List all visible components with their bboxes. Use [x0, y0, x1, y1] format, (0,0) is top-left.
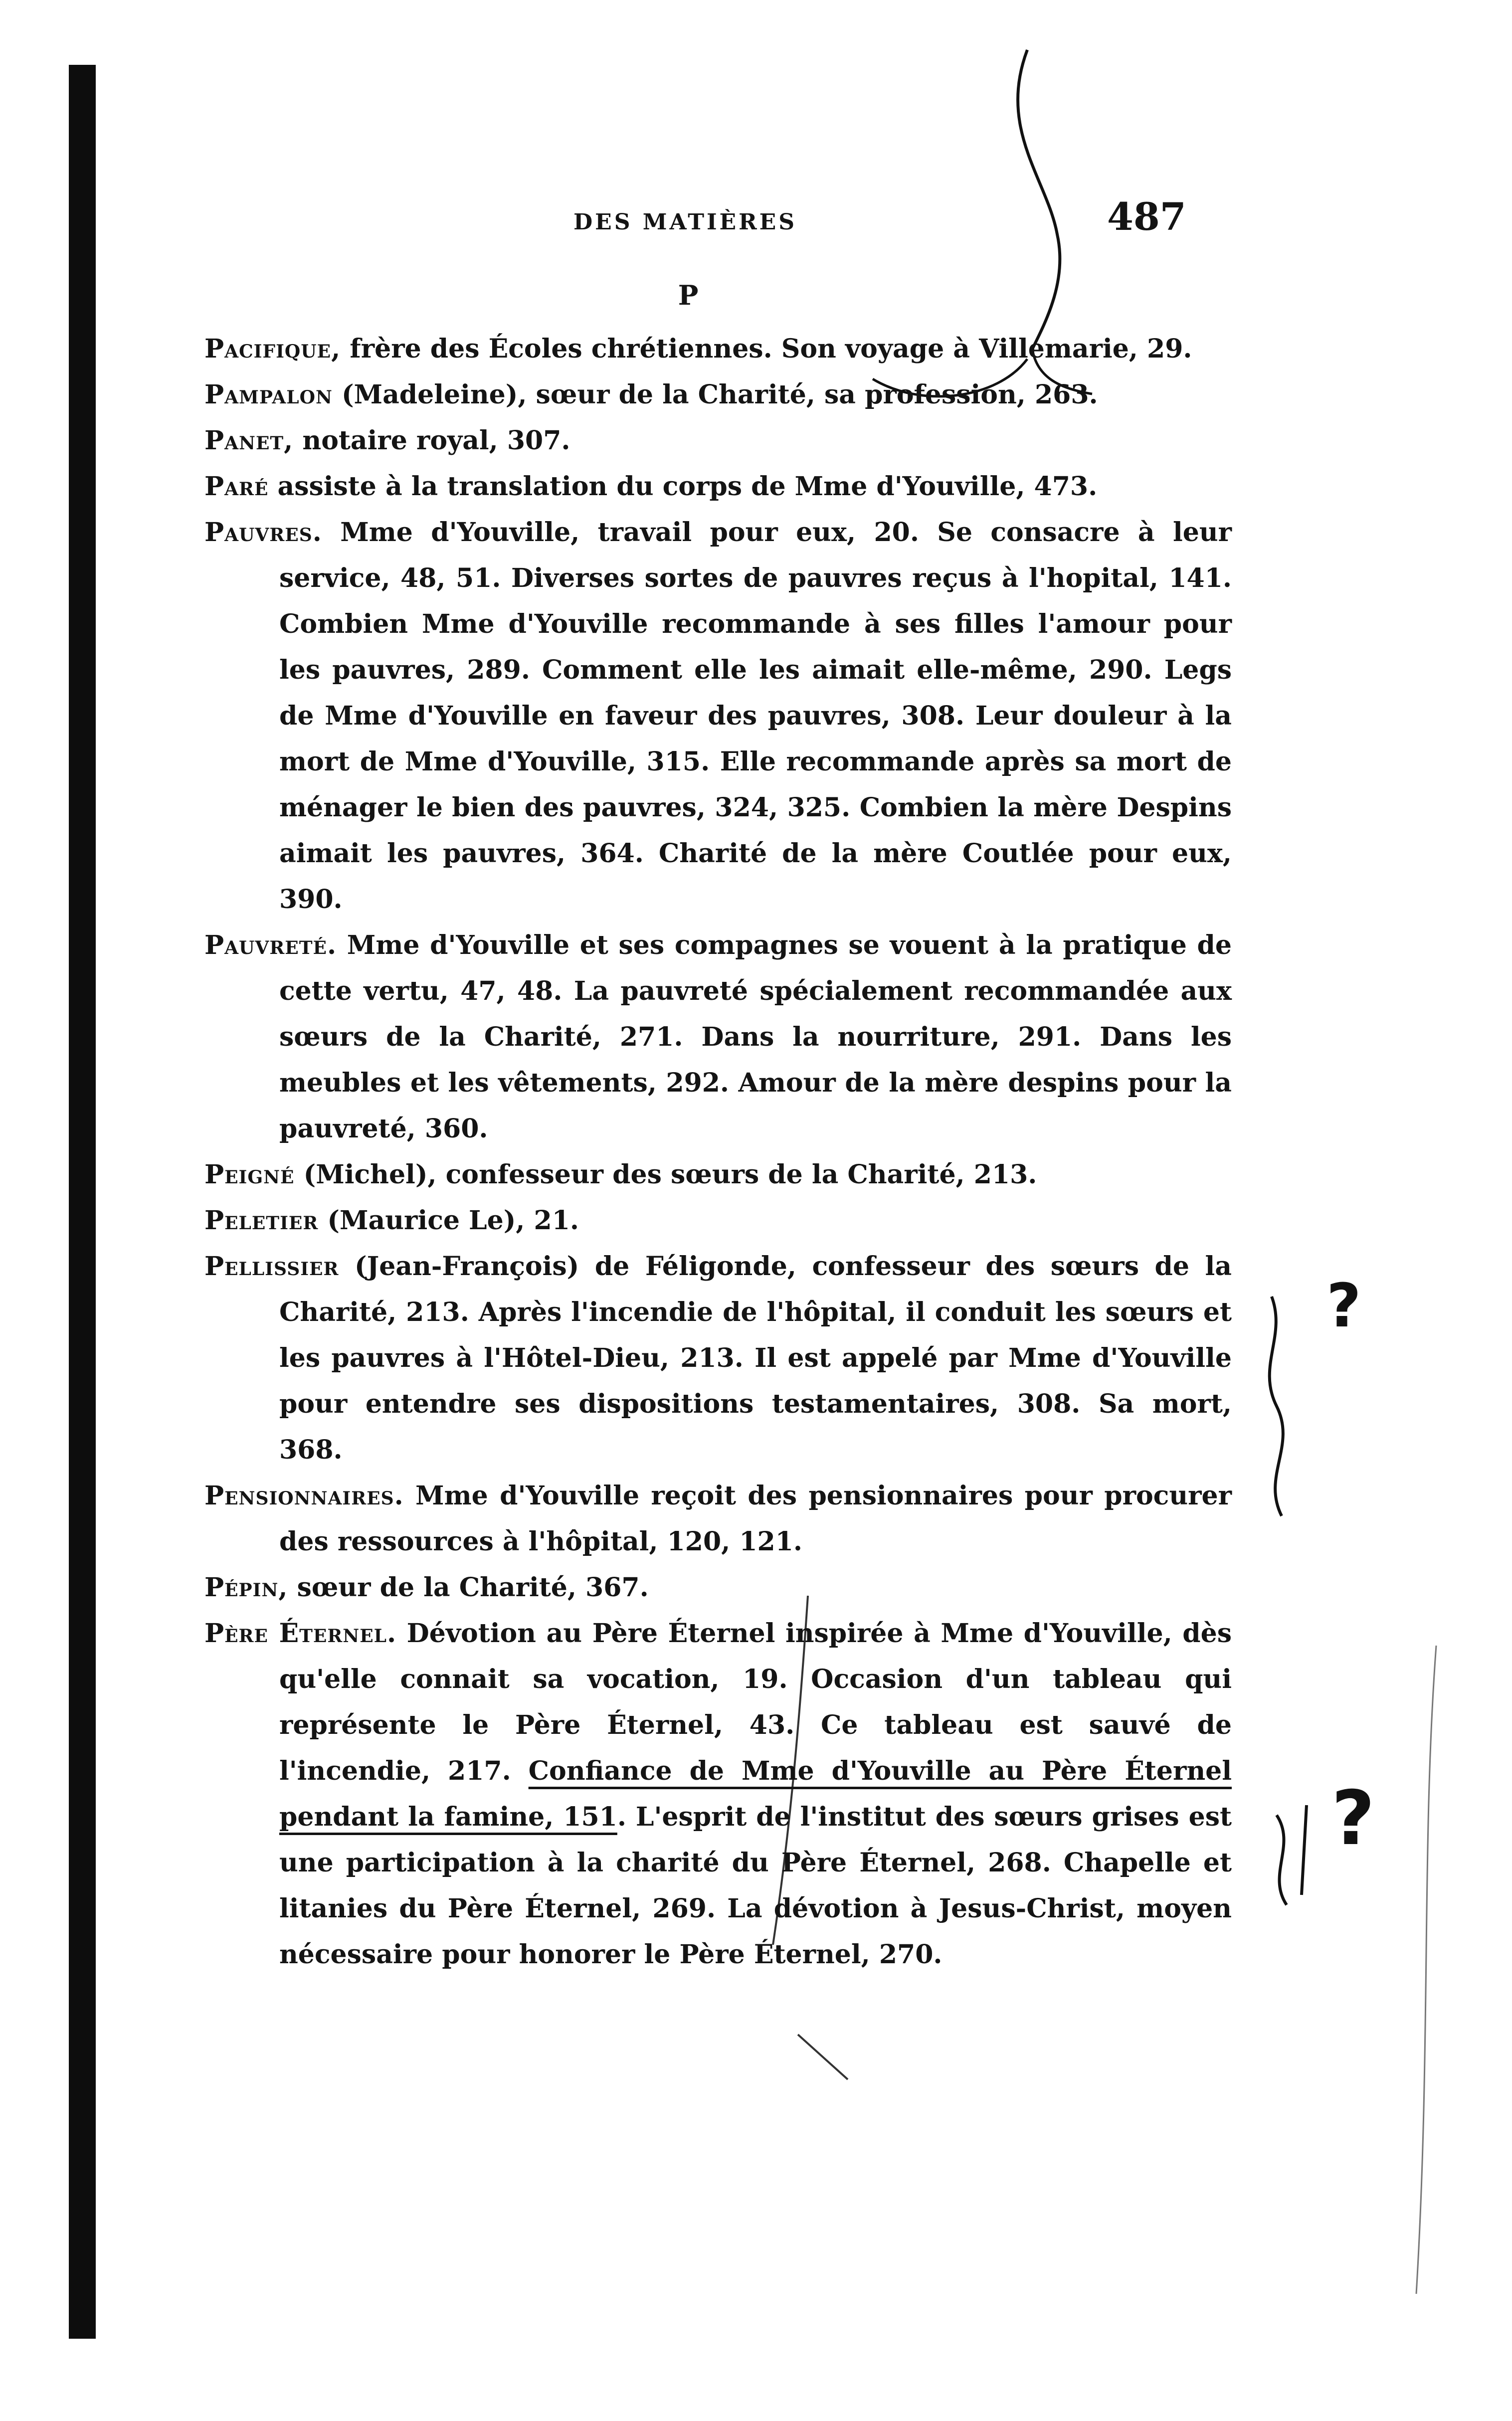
entry-text: Mme d'Youville reçoit des pensionnaires pour procurer des ressources à l'hôpital, 120, 121.	[279, 1481, 1232, 1557]
index-entry	[204, 1244, 1232, 1473]
underlined-passage: Confiance de Mme d'Youville au Père Éternel pendant la famine, 151	[279, 1756, 1232, 1832]
page-number: 487	[1107, 194, 1186, 239]
index-entry-pere-eternel	[204, 1611, 1232, 1978]
index-entry	[204, 1565, 1232, 1611]
index-page	[204, 189, 1232, 1978]
index-entry	[204, 326, 1232, 372]
entry-text: Mme d'Youville et ses compagnes se vouent à la pratique de cette vertu, 47, 48. La pauvreté spécialement recommandée aux sœurs de la Charité, 271. Dans la nourriture, 291. Dans les meubles et les vêtements, 292. Amour de la mère despins pour la pauvreté, 360.	[279, 930, 1232, 1144]
entry-text: Dévotion au Père Éternel inspirée à Mme d'Youville, dès qu'elle connait sa vocation, 19. Occasion d'un tableau qui représente le Père Éternel, 43. Ce tableau est sauvé de l'incendie, 217.	[279, 1618, 1232, 1786]
entry-text: frère des Écoles chrétiennes. Son voyage à Villemarie, 29.	[341, 334, 1192, 364]
entry-headword: Pampalon	[204, 379, 333, 410]
index-entry	[204, 464, 1232, 510]
running-title: DES MATIÈRES	[573, 209, 797, 235]
index-entry	[204, 372, 1232, 418]
index-entry	[204, 510, 1232, 923]
entry-headword: Peigné	[204, 1159, 295, 1190]
entry-headword: Panet,	[204, 425, 294, 456]
entry-text-continued: . L'esprit de l'institut des sœurs grises est une participation à la charité du Père Éternel, 268. Chapelle et litanies du Père Éternel, 269. La dévotion à Jesus-Christ, moyen nécessaire pour honorer le Père Éternel, 270.	[279, 1802, 1232, 1970]
entry-headword: Père Éternel.	[204, 1618, 397, 1649]
entry-headword: Peletier	[204, 1205, 319, 1236]
index-entry	[204, 1152, 1232, 1198]
question-mark-upper: ?	[1326, 1272, 1361, 1341]
running-head	[204, 189, 1232, 259]
entry-headword: Pauvreté.	[204, 930, 337, 960]
entry-text: sœur de la Charité, 367.	[288, 1572, 649, 1603]
entry-text: (Michel), confesseur des sœurs de la Charité, 213.	[294, 1159, 1037, 1190]
entry-text: notaire royal, 307.	[293, 425, 570, 456]
index-entries	[204, 326, 1232, 1978]
binding-edge	[69, 65, 96, 2339]
entry-headword: Pépin,	[204, 1572, 288, 1603]
entry-headword: Pellissier	[204, 1251, 339, 1282]
margin-annotations	[1247, 1272, 1446, 1920]
question-mark-lower: ?	[1331, 1775, 1375, 1862]
entry-headword: Pauvres.	[204, 517, 322, 548]
entry-headword: Pensionnaires.	[204, 1481, 404, 1511]
section-letter: P	[678, 279, 699, 311]
index-entry	[204, 923, 1232, 1152]
entry-text: (Jean-François) de Féligonde, confesseur des sœurs de la Charité, 213. Après l'incendie de l'hôpital, il conduit les sœurs et les pauvres à l'Hôtel-Dieu, 213. Il est appelé par Mme d'Youville pour entendre ses dispositions testamentaires, 308. Sa mort, 368.	[279, 1251, 1232, 1465]
entry-text: (Madeleine), sœur de la Charité, sa profession, 263.	[332, 379, 1098, 410]
entry-text: Mme d'Youville, travail pour eux, 20. Se consacre à leur service, 48, 51. Diverses sortes de pauvres reçus à l'hopital, 141. Combien Mme d'Youville recommande à ses filles l'amour pour les pauvres, 289. Comment elle les aimait elle-même, 290. Legs de Mme d'Youville en faveur des pauvres, 308. Leur douleur à la mort de Mme d'Youville, 315. Elle recommande après sa mort de ménager le bien des pauvres, 324, 325. Combien la mère Despins aimait les pauvres, 364. Charité de la mère Coutlée pour eux, 390.	[279, 517, 1232, 915]
index-entry	[204, 1198, 1232, 1244]
entry-text: (Maurice Le), 21.	[318, 1205, 579, 1236]
index-entry	[204, 1473, 1232, 1565]
entry-text: assiste à la translation du corps de Mme d'Youville, 473.	[268, 471, 1098, 502]
index-entry	[204, 418, 1232, 464]
entry-headword: Paré	[204, 471, 269, 502]
entry-headword: Pacifique,	[204, 334, 341, 364]
